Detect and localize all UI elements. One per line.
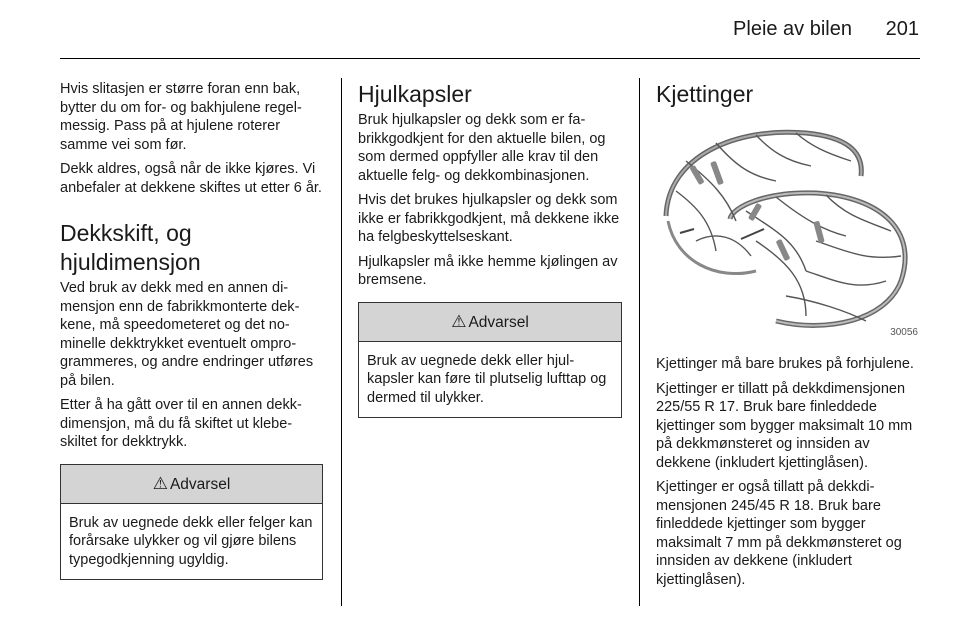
warning-text: Bruk av uegnede dekk eller felger kan forårsake ulykker og vil gjøre bilens typegodkjenning ugyldig. — [69, 514, 313, 568]
page-header-title: Pleie av bilen — [733, 18, 852, 40]
paragraph-tire-dimension: Ved bruk av dekk med en annen dimensjon enn de fabrikkmonterte dekkene, må speedometeret og det nominelle dekktrykket eventuelt omprogrammeres, og andre endringer utføres på bilen. — [60, 280, 314, 389]
paragraph-hubcaps-unapproved: Hvis det brukes hjulkapsler og dekk som ikke er fabrikkgodkjent, må dekkene ikke ha felgbeskyttelseskant. — [358, 192, 620, 245]
paragraph-hubcaps-cooling: Hjulkapsler må ikke hemme kjølingen av bremsene. — [358, 253, 618, 288]
paragraph-chains-225: Kjettinger er tillatt på dekkdimensjonen 225/55 R 17. Bruk bare finleddede kjettinger som bygger maksimalt 10 mm på dekkmønsteret og innsiden av dekkene (inkludert kjettinglåsen). — [656, 380, 913, 471]
column-divider-2 — [639, 78, 640, 606]
column-3 — [656, 80, 920, 595]
paragraph-chains-front: Kjettinger må bare brukes på forhjulene. — [656, 356, 914, 372]
snow-chain-illustration — [656, 121, 920, 339]
paragraph-tire-rotation: Hvis slitasjen er større foran enn bak, bytter du om for- og bakhjulene regelmessig. Pass på at hjulene roterer samme vei som før. — [60, 81, 302, 153]
paragraph-tire-aging: Dekk aldres, også når de ikke kjøres. Vi anbefaler at dekkene skiftes ut etter 6 år. — [60, 161, 322, 196]
figure-number: 30056 — [890, 327, 918, 338]
section-heading-chains: Kjettinger — [656, 81, 754, 107]
warning-header — [359, 303, 621, 342]
heading-line-2: hjuldimensjon — [60, 249, 201, 275]
warning-triangle-icon: ⚠ — [451, 311, 467, 331]
section-heading-tire-change — [60, 219, 323, 277]
warning-header — [61, 465, 322, 504]
warning-text: Bruk av uegnede dekk eller hjulkapsler kan føre til plutselig lufttap og dermed til ulykker. — [367, 352, 607, 406]
column-2 — [358, 80, 622, 418]
warning-title: Advarsel — [468, 313, 529, 331]
paragraph-hubcaps-approved: Bruk hjulkapsler og dekk som er fabrikkgodkjent for den aktuelle bilen, og som dermed oppfyller alle krav til den aktuelle felg- og dekkombinasjonen. — [358, 112, 606, 184]
warning-title: Advarsel — [169, 475, 231, 493]
column-divider-1 — [341, 78, 342, 606]
warning-box-hubcaps — [358, 302, 622, 419]
paragraph-chains-245: Kjettinger er også tillatt på dekkdimensjonen 245/45 R 18. Bruk bare finleddede kjettinger som bygger maksimalt 7 mm på dekkmønsteret og innsiden av dekkene (inkludert kjettinglåsen). — [656, 479, 902, 588]
heading-line-1: Dekkskift, og — [60, 220, 192, 246]
page-number: 201 — [885, 18, 919, 40]
warning-triangle-icon: ⚠ — [152, 473, 168, 493]
section-heading-hubcaps: Hjulkapsler — [358, 81, 472, 107]
column-1 — [60, 80, 323, 580]
header-rule — [60, 58, 920, 59]
warning-box-tires — [60, 464, 323, 581]
paragraph-pressure-label: Etter å ha gått over til en annen dekkdimensjon, må du få skiftet ut klebeskiltet for dekktrykk. — [60, 397, 302, 450]
